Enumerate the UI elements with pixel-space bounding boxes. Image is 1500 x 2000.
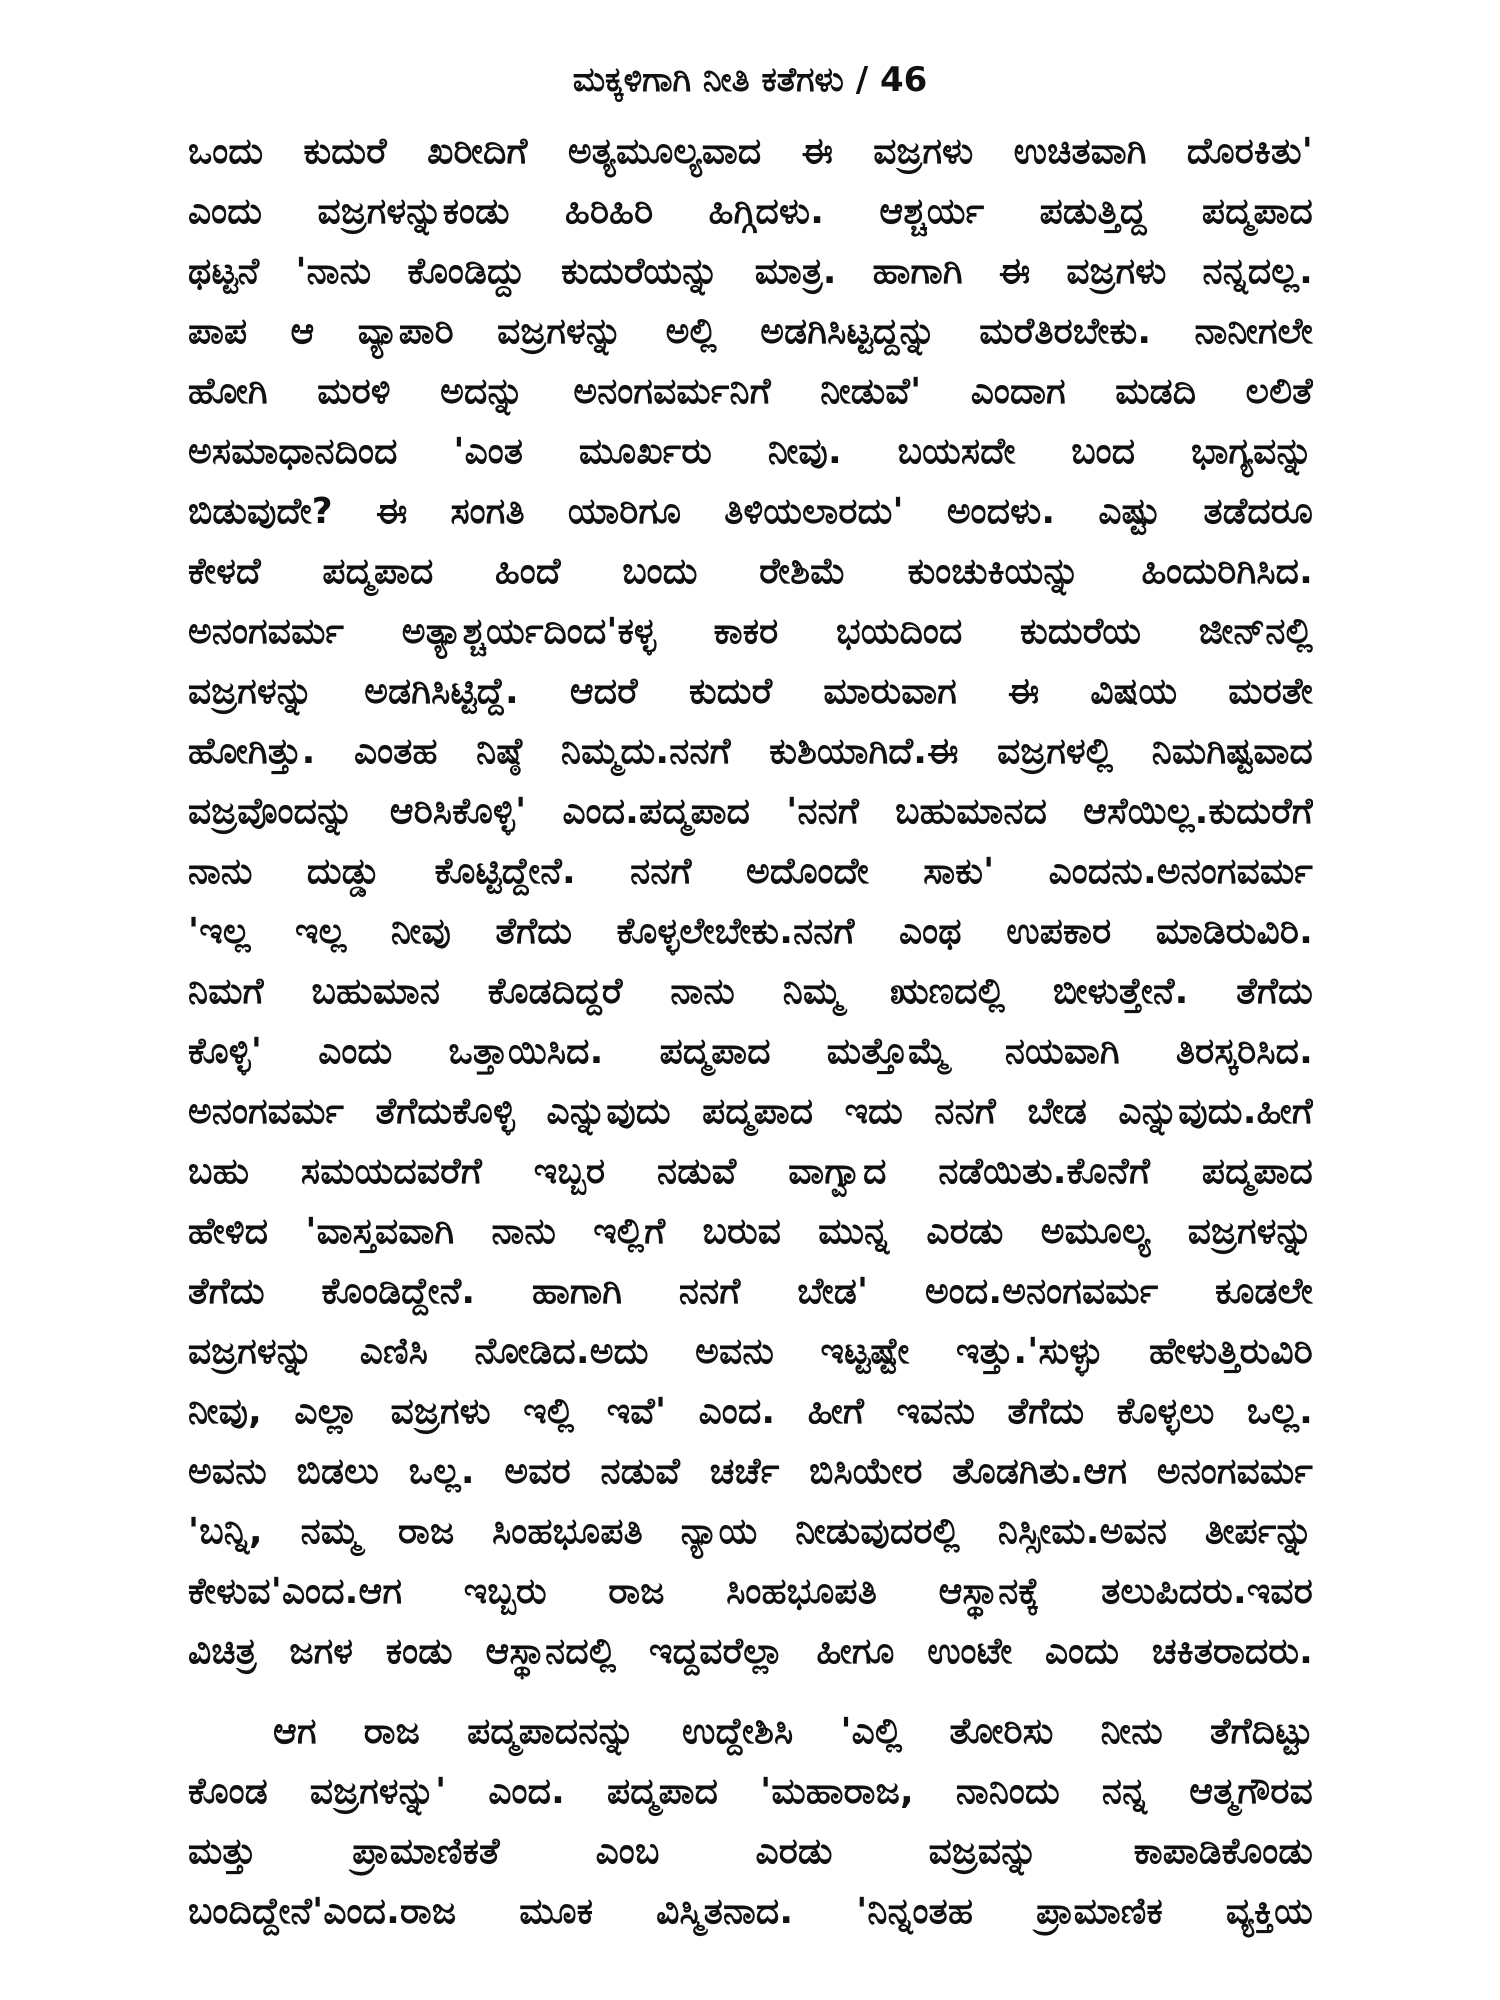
text-line: ಅಸಮಾಧಾನದಿಂದ 'ಎಂತ ಮೂರ್ಖರು ನೀವು. ಬಯಸದೇ ಬಂದ ಭಾಗ್ಯವನ್ನು xyxy=(188,431,1313,472)
text-line: ಪಾಪ ಆ ವ್ಯಾಪಾರಿ ವಜ್ರಗಳನ್ನು ಅಲ್ಲಿ ಅಡಗಿಸಿಟ್ಟದ್ದನ್ನು ಮರೆತಿರಬೇಕು. ನಾನೀಗಲೇ xyxy=(188,311,1313,352)
text-line: ಅವನು ಬಿಡಲು ಒಲ್ಲ. ಅವರ ನಡುವೆ ಚರ್ಚೆ ಬಿಸಿಯೇರ ತೊಡಗಿತು.ಆಗ ಅನಂಗವರ್ಮ xyxy=(188,1451,1313,1492)
text-line: 'ಬನ್ನಿ, ನಮ್ಮ ರಾಜ ಸಿಂಹಭೂಪತಿ ನ್ಯಾಯ ನೀಡುವುದರಲ್ಲಿ ನಿಸ್ಸೀಮ.ಅವನ ತೀರ್ಪನ್ನು xyxy=(188,1511,1313,1552)
text-line: ಅನಂಗವರ್ಮ ಅತ್ಯಾಶ್ಚರ್ಯದಿಂದ'ಕಳ್ಳ ಕಾಕರ ಭಯದಿಂದ ಕುದುರೆಯ ಜೀನ್‌ನಲ್ಲಿ xyxy=(188,611,1313,652)
text-line: ವಿಚಿತ್ರ ಜಗಳ ಕಂಡು ಆಸ್ಥಾನದಲ್ಲಿ ಇದ್ದವರೆಲ್ಲಾ ಹೀಗೂ ಉಂಟೇ ಎಂದು ಚಕಿತರಾದರು. xyxy=(188,1631,1313,1672)
header-separator: / xyxy=(855,60,869,100)
paragraph-1 xyxy=(188,122,1313,1682)
text-line: ನಾನು ದುಡ್ಡು ಕೊಟ್ಟಿದ್ದೇನೆ. ನನಗೆ ಅದೊಂದೇ ಸಾಕು' ಎಂದನು.ಅನಂಗವರ್ಮ xyxy=(188,851,1313,892)
text-line: ಕೇಳದೆ ಪದ್ಮಪಾದ ಹಿಂದೆ ಬಂದು ರೇಶಿಮೆ ಕುಂಚುಕಿಯನ್ನು ಹಿಂದುರಿಗಿಸಿದ. xyxy=(188,551,1313,592)
paragraph-2 xyxy=(188,1702,1313,1942)
text-line: ನಿಮಗೆ ಬಹುಮಾನ ಕೊಡದಿದ್ದರೆ ನಾನು ನಿಮ್ಮ ಋಣದಲ್ಲಿ ಬೀಳುತ್ತೇನೆ. ತೆಗೆದು xyxy=(188,971,1313,1012)
text-line: ಆಗ ರಾಜ ಪದ್ಮಪಾದನನ್ನು ಉದ್ದೇಶಿಸಿ 'ಎಲ್ಲಿ ತೋರಿಸು ನೀನು ತೆಗೆದಿಟ್ಟು xyxy=(273,1711,1313,1752)
text-line: ಎಂದು ವಜ್ರಗಳನ್ನುಕಂಡು ಹಿರಿಹಿರಿ ಹಿಗ್ಗಿದಳು. ಆಶ್ಚರ್ಯ ಪಡುತ್ತಿದ್ದ ಪದ್ಮಪಾದ xyxy=(188,191,1313,232)
text-line: ಕೊಂಡ ವಜ್ರಗಳನ್ನು' ಎಂದ. ಪದ್ಮಪಾದ 'ಮಹಾರಾಜ, ನಾನಿಂದು ನನ್ನ ಆತ್ಮಗೌರವ xyxy=(188,1771,1313,1812)
text-line: ಬಂದಿದ್ದೇನೆ'ಎಂದ.ರಾಜ ಮೂಕ ವಿಸ್ಮಿತನಾದ. 'ನಿನ್ನಂತಹ ಪ್ರಾಮಾಣಿಕ ವ್ಯಕ್ತಿಯ xyxy=(188,1891,1313,1932)
text-line: ಅನಂಗವರ್ಮ ತೆಗೆದುಕೊಳ್ಳಿ ಎನ್ನುವುದು ಪದ್ಮಪಾದ ಇದು ನನಗೆ ಬೇಡ ಎನ್ನುವುದು.ಹೀಗೆ xyxy=(188,1091,1313,1132)
body-text xyxy=(188,122,1313,1942)
page-number: 46 xyxy=(879,60,928,100)
text-line: ಮತ್ತು ಪ್ರಾಮಾಣಿಕತೆ ಎಂಬ ಎರಡು ವಜ್ರವನ್ನು ಕಾಪಾಡಿಕೊಂಡು xyxy=(188,1831,1313,1872)
text-line: ವಜ್ರಗಳನ್ನು ಅಡಗಿಸಿಟ್ಟಿದ್ದೆ. ಆದರೆ ಕುದುರೆ ಮಾರುವಾಗ ಈ ವಿಷಯ ಮರತೇ xyxy=(188,671,1313,712)
text-line: ಥಟ್ಟನೆ 'ನಾನು ಕೊಂಡಿದ್ದು ಕುದುರೆಯನ್ನು ಮಾತ್ರ. ಹಾಗಾಗಿ ಈ ವಜ್ರಗಳು ನನ್ನದಲ್ಲ. xyxy=(188,251,1313,292)
text-line: ಹೋಗಿ ಮರಳಿ ಅದನ್ನು ಅನಂಗವರ್ಮನಿಗೆ ನೀಡುವೆ' ಎಂದಾಗ ಮಡದಿ ಲಲಿತೆ xyxy=(188,371,1313,412)
text-line: ಹೇಳಿದ 'ವಾಸ್ತವವಾಗಿ ನಾನು ಇಲ್ಲಿಗೆ ಬರುವ ಮುನ್ನ ಎರಡು ಅಮೂಲ್ಯ ವಜ್ರಗಳನ್ನು xyxy=(188,1211,1313,1252)
text-line: ಹೋಗಿತ್ತು. ಎಂತಹ ನಿಷ್ಠೆ ನಿಮ್ಮದು.ನನಗೆ ಕುಶಿಯಾಗಿದೆ.ಈ ವಜ್ರಗಳಲ್ಲಿ ನಿಮಗಿಷ್ಟವಾದ xyxy=(188,731,1313,772)
text-line: ನೀವು, ಎಲ್ಲಾ ವಜ್ರಗಳು ಇಲ್ಲಿ ಇವೆ' ಎಂದ. ಹೀಗೆ ಇವನು ತೆಗೆದು ಕೊಳ್ಳಲು ಒಲ್ಲ. xyxy=(188,1391,1313,1432)
text-line: ವಜ್ರವೊಂದನ್ನು ಆರಿಸಿಕೊಳ್ಳಿ' ಎಂದ.ಪದ್ಮಪಾದ 'ನನಗೆ ಬಹುಮಾನದ ಆಸೆಯಿಲ್ಲ.ಕುದುರೆಗೆ xyxy=(188,791,1313,832)
text-line: ಕೇಳುವ'ಎಂದ.ಆಗ ಇಬ್ಬರು ರಾಜ ಸಿಂಹಭೂಪತಿ ಆಸ್ಥಾನಕ್ಕೆ ತಲುಪಿದರು.ಇವರ xyxy=(188,1571,1313,1612)
text-line: ತೆಗೆದು ಕೊಂಡಿದ್ದೇನೆ. ಹಾಗಾಗಿ ನನಗೆ ಬೇಡ' ಅಂದ.ಅನಂಗವರ್ಮ ಕೂಡಲೇ xyxy=(188,1271,1313,1312)
book-title: ಮಕ್ಕಳಿಗಾಗಿ ನೀತಿ ಕತೆಗಳು xyxy=(572,60,844,100)
text-line: ವಜ್ರಗಳನ್ನು ಎಣಿಸಿ ನೋಡಿದ.ಅದು ಅವನು ಇಟ್ಟಷ್ಟೇ ಇತ್ತು.'ಸುಳ್ಳು ಹೇಳುತ್ತಿರುವಿರಿ xyxy=(188,1331,1313,1372)
text-line: ಒಂದು ಕುದುರೆ ಖರೀದಿಗೆ ಅತ್ಯಮೂಲ್ಯವಾದ ಈ ವಜ್ರಗಳು ಉಚಿತವಾಗಿ ದೊರಕಿತು' xyxy=(188,131,1313,172)
text-line: ಬಿಡುವುದೇ? ಈ ಸಂಗತಿ ಯಾರಿಗೂ ತಿಳಿಯಲಾರದು' ಅಂದಳು. ಎಷ್ಟು ತಡೆದರೂ xyxy=(188,491,1313,532)
running-header xyxy=(0,56,1500,104)
text-line: 'ಇಲ್ಲ ಇಲ್ಲ ನೀವು ತೆಗೆದು ಕೊಳ್ಳಲೇಬೇಕು.ನನಗೆ ಎಂಥ ಉಪಕಾರ ಮಾಡಿರುವಿರಿ. xyxy=(188,911,1313,952)
paragraph-spacer xyxy=(188,1682,1313,1702)
text-line: ಬಹು ಸಮಯದವರೆಗೆ ಇಬ್ಬರ ನಡುವೆ ವಾಗ್ವಾದ ನಡೆಯಿತು.ಕೊನೆಗೆ ಪದ್ಮಪಾದ xyxy=(188,1151,1313,1192)
text-line: ಕೊಳ್ಳಿ' ಎಂದು ಒತ್ತಾಯಿಸಿದ. ಪದ್ಮಪಾದ ಮತ್ತೊಮ್ಮೆ ನಯವಾಗಿ ತಿರಸ್ಕರಿಸಿದ. xyxy=(188,1031,1313,1072)
